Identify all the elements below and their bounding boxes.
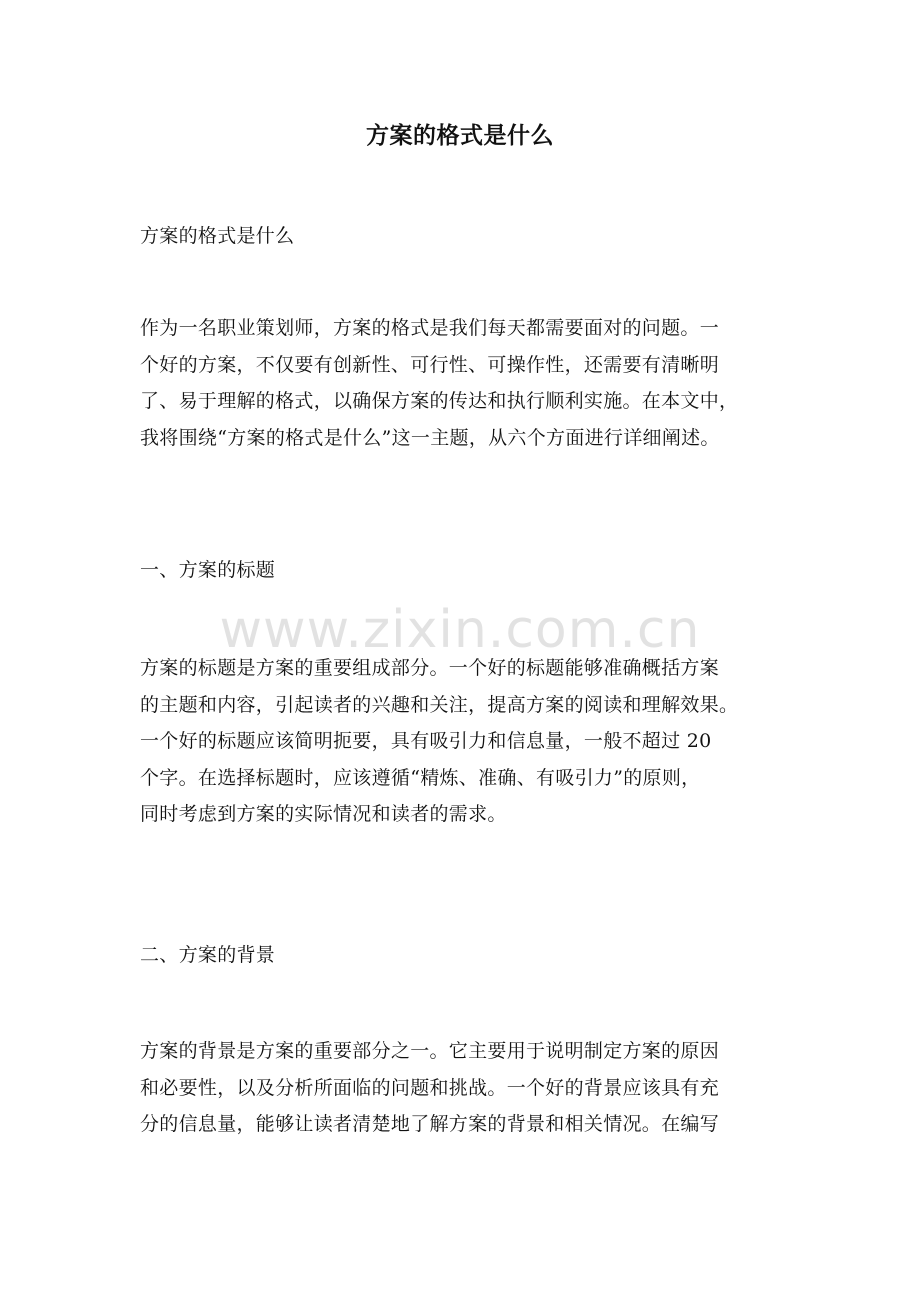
document-title: 方案的格式是什么: [366, 122, 554, 149]
section-heading-text: 一、方案的标题: [140, 559, 276, 581]
section-heading-background: [140, 937, 788, 974]
paragraph-line: 作为一名职业策划师，方案的格式是我们每天都需要面对的问题。一: [140, 317, 720, 339]
section-title-paragraph: [140, 650, 788, 833]
section-heading-title: [140, 552, 788, 589]
section-heading-text: 二、方案的背景: [140, 944, 276, 966]
section-background-paragraph: [140, 1033, 788, 1143]
subtitle-text: 方案的格式是什么: [140, 225, 295, 247]
paragraph-line: 我将围绕“方案的格式是什么”这一主题，从六个方面进行详细阐述。: [140, 426, 720, 449]
paragraph-line: 一个好的标题应该简明扼要，具有吸引力和信息量，一般不超过 20: [140, 730, 712, 752]
paragraph-line: 分的信息量，能够让读者清楚地了解方案的背景和相关情况。在编写: [140, 1113, 720, 1135]
paragraph-line: 的主题和内容，引起读者的兴趣和关注，提高方案的阅读和理解效果。: [140, 693, 739, 716]
watermark: www.zixin.com.cn: [219, 600, 701, 660]
paragraph-line: 了、易于理解的格式，以确保方案的传达和执行顺利实施。在本文中，: [140, 390, 739, 412]
paragraph-line: 方案的背景是方案的重要部分之一。它主要用于说明制定方案的原因: [140, 1040, 720, 1062]
document-subtitle: [140, 218, 788, 255]
paragraph-line: 同时考虑到方案的实际情况和读者的需求。: [140, 803, 507, 825]
paragraph-line: 方案的标题是方案的重要组成部分。一个好的标题能够准确概括方案: [140, 657, 720, 679]
paragraph-line: 个字。在选择标题时，应该遵循“精炼、准确、有吸引力”的原则，: [140, 766, 701, 789]
intro-paragraph: [140, 310, 788, 456]
paragraph-line: 和必要性，以及分析所面临的问题和挑战。一个好的背景应该具有充: [140, 1076, 720, 1099]
paragraph-line: 个好的方案，不仅要有创新性、可行性、可操作性，还需要有清晰明: [140, 353, 720, 376]
